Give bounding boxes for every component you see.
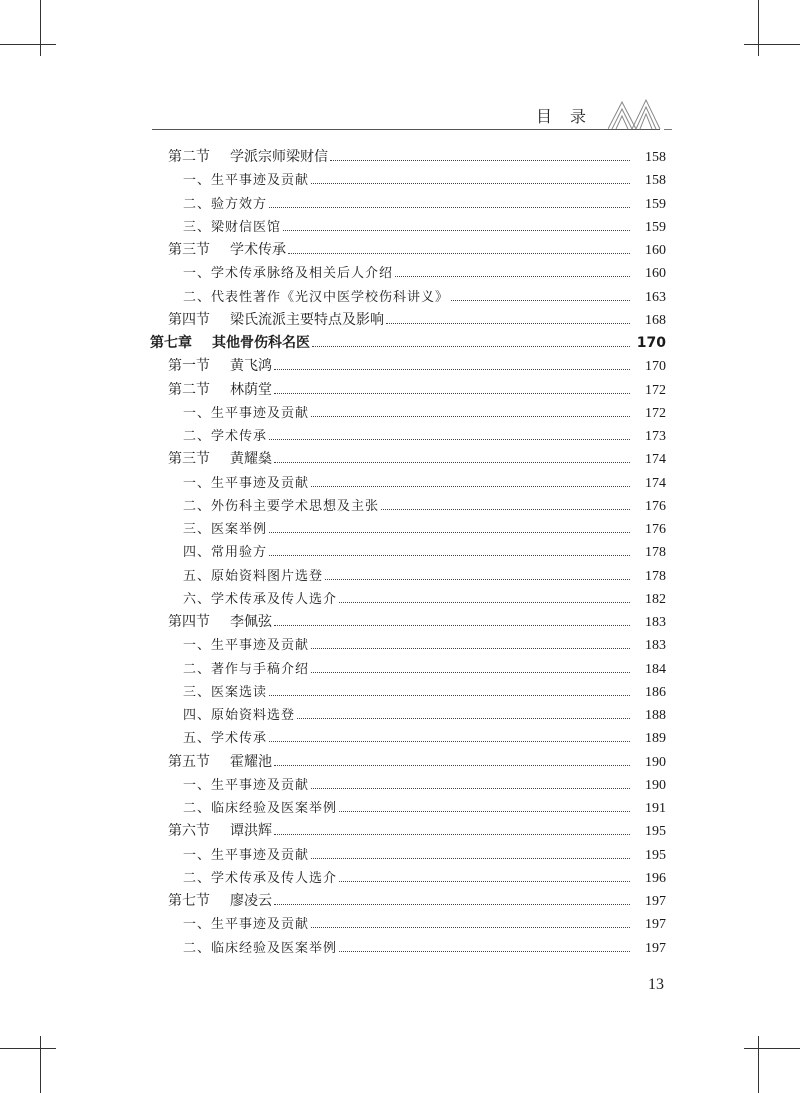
toc-entry-page: 196 [645, 870, 666, 886]
toc-entry-page: 190 [645, 777, 666, 793]
dot-leader [311, 486, 630, 487]
toc-entry-text: 二、外伤科主要学术思想及主张 [183, 498, 380, 514]
dot-leader [274, 834, 630, 835]
dot-leader [339, 811, 630, 812]
dot-leader [269, 207, 630, 208]
toc-entry-title [183, 402, 309, 425]
toc-entry[interactable] [150, 820, 666, 843]
toc-entry[interactable] [150, 286, 666, 309]
toc-entry-number: 第七节 [168, 893, 210, 909]
toc-entry-page: 160 [645, 266, 666, 282]
toc-entry[interactable] [150, 634, 666, 657]
dot-leader [339, 951, 630, 952]
toc-entry[interactable] [150, 448, 666, 471]
toc-entry-number: 第七章 [150, 335, 192, 351]
toc-entry-title [168, 239, 286, 262]
dot-leader [386, 323, 630, 324]
toc-entry-page: 158 [645, 150, 666, 165]
header-rule-tick [664, 129, 672, 130]
toc-entry-page: 173 [645, 429, 666, 444]
toc-entry-page: 182 [645, 591, 666, 607]
toc-entry-text: 二、临床经验及医案举例 [183, 940, 338, 956]
crop-mark [744, 1048, 800, 1049]
toc-entry-page: 183 [645, 615, 666, 630]
dot-leader [311, 927, 630, 928]
toc-entry-page: 183 [645, 638, 666, 654]
toc-entry[interactable] [150, 169, 666, 192]
toc-entry-page: 163 [645, 289, 666, 305]
toc-entry[interactable] [150, 379, 666, 402]
toc-entry-text: 三、医案选读 [183, 684, 268, 700]
toc-entry-title [168, 146, 328, 169]
toc-entry[interactable] [150, 541, 666, 564]
toc-entry-title [168, 611, 272, 634]
dot-leader [339, 881, 630, 882]
dot-leader [311, 672, 630, 673]
toc-entry[interactable] [150, 727, 666, 750]
toc-entry-title [183, 704, 295, 727]
toc-entry-title [183, 169, 309, 192]
toc-entry-text: 学派宗师梁财信 [230, 149, 328, 165]
toc-entry-text: 黄耀燊 [230, 451, 272, 468]
toc-entry-text: 四、常用验方 [183, 545, 268, 561]
toc-entry-title [183, 286, 449, 309]
dot-leader [274, 765, 630, 766]
toc-entry[interactable] [150, 216, 666, 239]
toc-entry[interactable] [150, 937, 666, 960]
toc-entry[interactable] [150, 495, 666, 518]
toc-entry-text: 二、验方效方 [183, 196, 268, 212]
toc-entry-text: 一、生平事迹及贡献 [183, 847, 310, 863]
toc-entry-text: 三、梁财信医馆 [183, 219, 282, 235]
toc-entry[interactable] [150, 146, 666, 169]
dot-leader [269, 555, 630, 556]
toc-entry[interactable] [150, 913, 666, 936]
toc-entry-text: 二、学术传承及传人选介 [183, 870, 338, 886]
toc-entry-text: 梁氏流派主要特点及影响 [230, 311, 384, 328]
toc-entry[interactable] [150, 611, 666, 634]
toc-entry-page: 170 [636, 335, 666, 351]
toc-entry[interactable] [150, 565, 666, 588]
toc-entry-text: 五、学术传承 [183, 731, 268, 747]
page-number: 13 [648, 976, 664, 993]
toc-entry-page: 158 [645, 173, 666, 189]
toc-entry[interactable] [150, 797, 666, 820]
toc-entry-text: 一、生平事迹及贡献 [183, 638, 310, 654]
toc-entry-text: 二、临床经验及医案举例 [183, 801, 338, 816]
mountain-ornament-icon [608, 98, 664, 130]
toc-entry-page: 170 [645, 359, 666, 375]
toc-entry-page: 184 [645, 661, 666, 677]
dot-leader [269, 741, 630, 742]
toc-entry-title [183, 634, 309, 657]
toc-entry-page: 197 [645, 940, 666, 956]
toc-entry-page: 186 [645, 684, 666, 700]
toc-entry-title [183, 518, 267, 541]
toc-entry-title [183, 658, 309, 681]
toc-entry-page: 191 [645, 801, 666, 816]
dot-leader [312, 346, 630, 347]
toc-entry-page: 176 [645, 498, 666, 514]
crop-mark [0, 44, 56, 45]
toc-entry[interactable] [150, 658, 666, 681]
dot-leader [269, 439, 630, 440]
toc-entry-page: 197 [645, 894, 666, 909]
crop-mark [40, 1036, 41, 1093]
toc-entry-page: 168 [645, 312, 666, 328]
dot-leader [297, 718, 630, 719]
toc-entry-page: 178 [645, 568, 666, 584]
toc-entry-page: 160 [645, 243, 666, 258]
toc-entry-page: 176 [645, 522, 666, 537]
dot-leader [451, 300, 630, 301]
toc-entry-page: 178 [645, 545, 666, 561]
crop-mark [758, 0, 759, 56]
crop-mark [744, 44, 800, 45]
dot-leader [311, 648, 630, 649]
dot-leader [395, 276, 630, 277]
toc-entry-number: 第四节 [168, 311, 210, 328]
dot-leader [274, 393, 630, 394]
toc-entry-page: 159 [645, 196, 666, 212]
toc-entry-page: 159 [645, 219, 666, 235]
toc-entry-page: 189 [645, 731, 666, 747]
toc-entry-title [168, 751, 272, 774]
dot-leader [269, 695, 630, 696]
toc-entry-number: 第四节 [168, 614, 210, 630]
toc-entry-text: 一、生平事迹及贡献 [183, 917, 310, 933]
toc-entry-title [183, 425, 267, 448]
toc-entry-title [183, 727, 267, 750]
toc-entry-title [150, 332, 310, 355]
toc-entry-page: 190 [645, 754, 666, 770]
dot-leader [311, 788, 630, 789]
dot-leader [311, 416, 630, 417]
toc-entry-page: 188 [645, 708, 666, 723]
toc-entry-title [168, 820, 272, 843]
dot-leader [274, 369, 630, 370]
toc-entry-title [168, 448, 272, 471]
toc-entry[interactable] [150, 309, 666, 332]
toc-entry-text: 二、著作与手稿介绍 [183, 661, 310, 677]
dot-leader [274, 625, 630, 626]
toc-entry-page: 174 [645, 475, 666, 491]
toc-entry-title [183, 844, 309, 867]
toc-entry-number: 第六节 [168, 823, 210, 840]
toc-entry[interactable] [150, 588, 666, 611]
toc-entry-number: 第一节 [168, 358, 210, 375]
toc-entry-title [168, 890, 272, 913]
toc-entry-text: 霍耀池 [230, 753, 272, 770]
dot-leader [325, 579, 630, 580]
dot-leader [311, 183, 630, 184]
running-header-title: 目录 [536, 107, 605, 126]
toc-entry-number: 第五节 [168, 753, 210, 770]
toc-entry[interactable] [150, 425, 666, 448]
toc-entry[interactable] [150, 193, 666, 216]
toc-entry-text: 五、原始资料图片选登 [183, 568, 324, 584]
toc-entry[interactable] [150, 355, 666, 378]
toc-entry-text: 谭洪辉 [230, 823, 272, 840]
toc-entry-text: 三、医案举例 [183, 522, 268, 537]
toc-entry[interactable] [150, 751, 666, 774]
toc-entry-text: 李佩弦 [230, 614, 272, 630]
toc-entry-text: 二、学术传承 [183, 429, 268, 444]
toc-entry-page: 195 [645, 847, 666, 863]
dot-leader [330, 160, 630, 161]
toc-entry-title [183, 472, 309, 495]
toc-entry[interactable] [150, 844, 666, 867]
toc-entry-title [183, 867, 337, 890]
crop-mark [758, 1036, 759, 1093]
toc-entry[interactable] [150, 402, 666, 425]
toc-entry-title [183, 565, 323, 588]
toc-entry-text: 二、代表性著作《光汉中医学校伤科讲义》 [183, 289, 450, 305]
toc-entry-title [183, 541, 267, 564]
toc-entry-text: 一、生平事迹及贡献 [183, 777, 310, 793]
dot-leader [311, 858, 630, 859]
dot-leader [381, 509, 630, 510]
toc-entry[interactable] [150, 867, 666, 890]
toc-entry[interactable] [150, 262, 666, 285]
toc-entry-text: 一、生平事迹及贡献 [183, 405, 310, 421]
dot-leader [274, 462, 630, 463]
toc-entry-number: 第二节 [168, 149, 210, 165]
toc-entry-title [183, 216, 281, 239]
toc-entry-text: 一、生平事迹及贡献 [183, 475, 310, 491]
toc-entry[interactable] [150, 681, 666, 704]
toc-entry[interactable] [150, 704, 666, 727]
toc-entry-text: 黄飞鸿 [230, 358, 272, 375]
toc-entry-text: 一、学术传承脉络及相关后人介绍 [183, 266, 394, 282]
toc-entry[interactable] [150, 518, 666, 541]
toc-entry-title [183, 913, 309, 936]
toc-entry-text: 林荫堂 [230, 381, 272, 398]
crop-mark [40, 0, 41, 56]
toc-entry-page: 197 [645, 917, 666, 933]
toc-entry-page: 172 [645, 382, 666, 398]
crop-mark [0, 1048, 56, 1049]
toc-entry-text: 一、生平事迹及贡献 [183, 173, 310, 189]
toc-entry[interactable] [150, 239, 666, 262]
dot-leader [269, 532, 630, 533]
toc-entry-title [183, 495, 379, 518]
toc-entry-title [183, 193, 267, 216]
toc-entry-title [183, 681, 267, 704]
toc-entry-page: 195 [645, 824, 666, 840]
toc-entry-text: 学术传承 [230, 242, 286, 258]
toc-entry-number: 第三节 [168, 451, 210, 468]
toc-entry[interactable] [150, 332, 666, 355]
dot-leader [283, 230, 630, 231]
toc-entry-title [183, 774, 309, 797]
toc-entry-title [183, 797, 337, 820]
toc-entry-title [168, 379, 272, 402]
toc-entry-text: 廖凌云 [230, 893, 272, 909]
header-rule [152, 129, 660, 130]
toc-entry-number: 第三节 [168, 242, 210, 258]
toc-entry-text: 六、学术传承及传人选介 [183, 591, 338, 607]
toc-entry[interactable] [150, 774, 666, 797]
toc-entry-page: 172 [645, 405, 666, 421]
toc-entry-title [183, 937, 337, 960]
dot-leader [288, 253, 630, 254]
table-of-contents [150, 146, 666, 960]
toc-entry-title [183, 588, 337, 611]
toc-entry-text: 其他骨伤科名医 [212, 335, 310, 351]
toc-entry[interactable] [150, 472, 666, 495]
toc-entry-text: 四、原始资料选登 [183, 708, 296, 723]
toc-entry-title [183, 262, 393, 285]
toc-entry[interactable] [150, 890, 666, 913]
toc-entry-title [168, 309, 384, 332]
toc-entry-number: 第二节 [168, 381, 210, 398]
dot-leader [339, 602, 630, 603]
toc-entry-title [168, 355, 272, 378]
toc-entry-page: 174 [645, 452, 666, 468]
dot-leader [274, 904, 630, 905]
